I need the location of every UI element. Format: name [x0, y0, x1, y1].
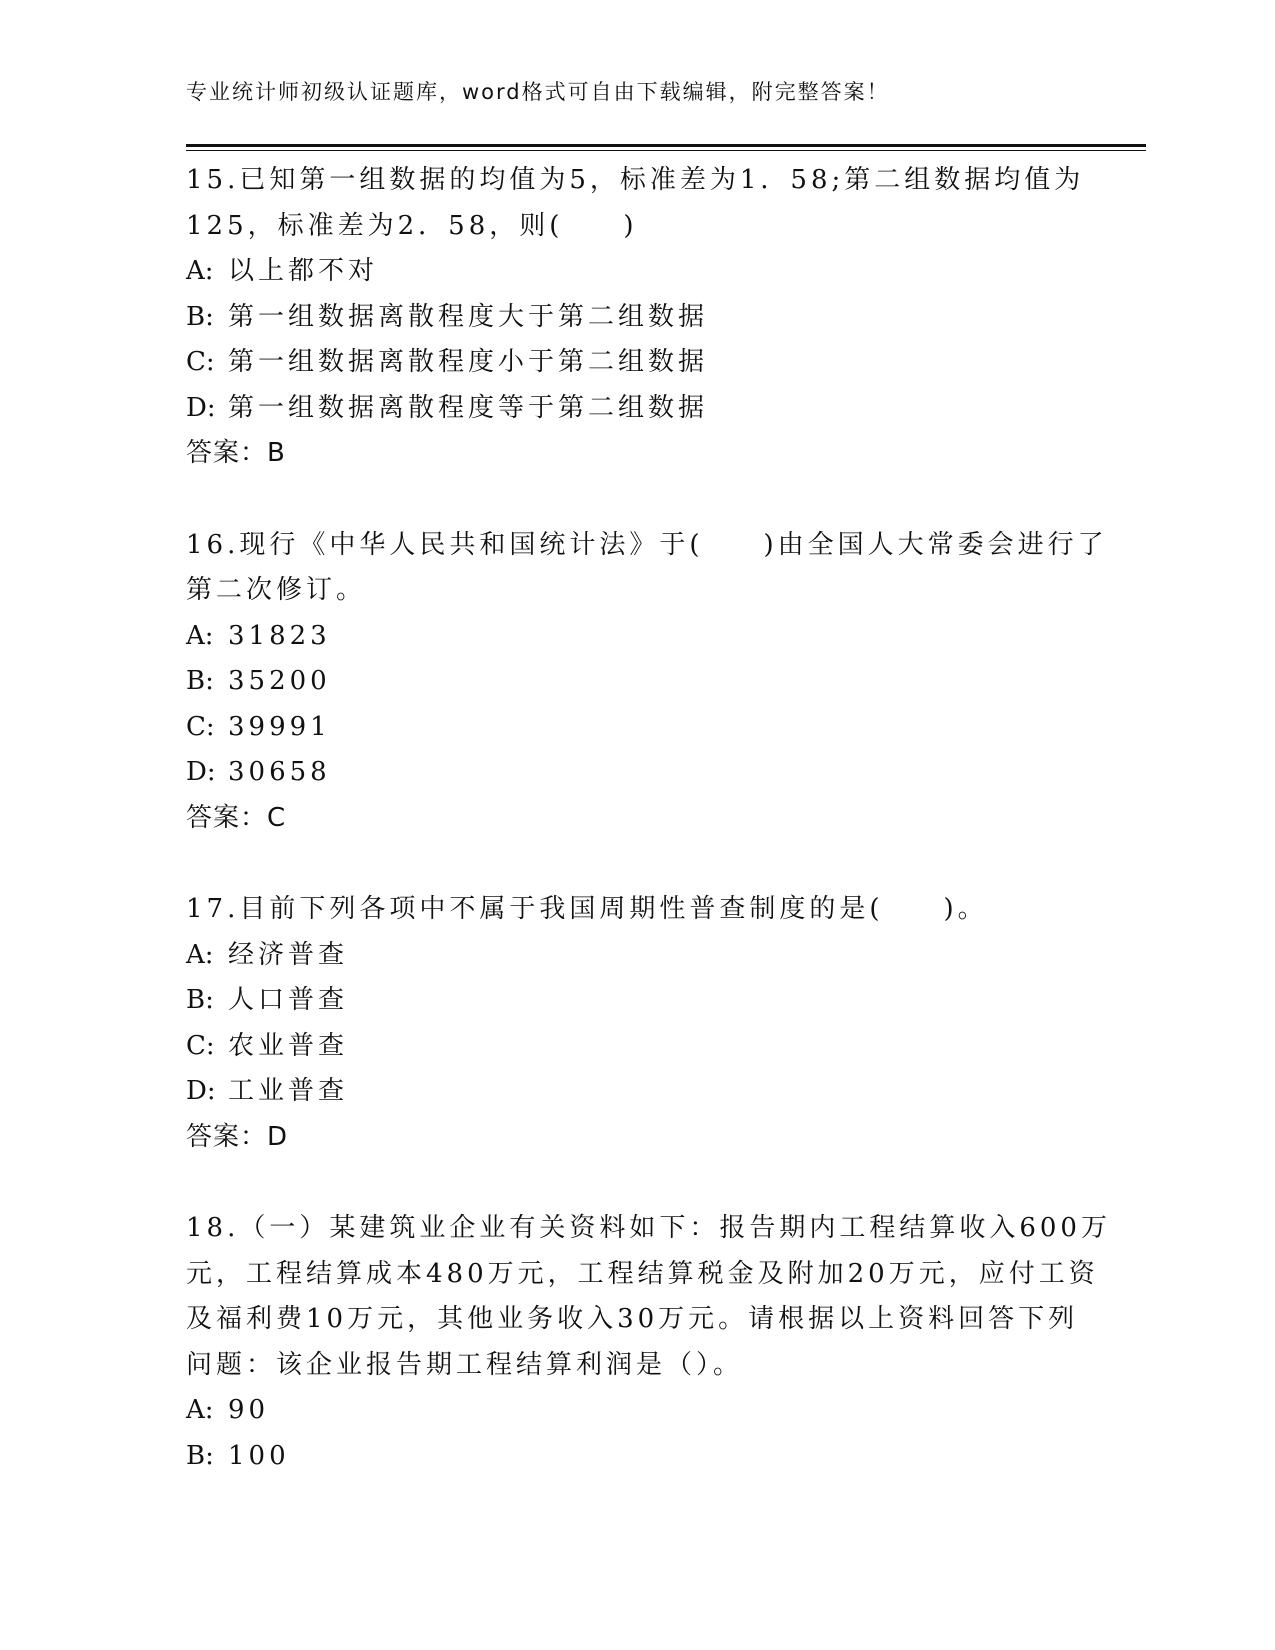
question-stem-line: 问题：该企业报告期工程结算利润是（）。 [186, 1349, 744, 1380]
header-divider-thick [186, 144, 1146, 147]
header-divider-thin [186, 150, 1146, 151]
option-a [186, 614, 1086, 660]
option-text: 人口普查 [228, 985, 349, 1015]
option-text: 第一组数据离散程度等于第二组数据 [228, 392, 709, 423]
option-b [186, 1434, 1086, 1480]
option-text: 第一组数据离散程度小于第二组数据 [228, 347, 709, 377]
option-c [186, 705, 1086, 751]
option-text: 31823 [228, 620, 331, 651]
option-a [186, 933, 1086, 979]
answer-text: 答案：D [186, 1121, 289, 1152]
option-text: 100 [228, 1440, 290, 1471]
question-18 [186, 1206, 1111, 1479]
option-b [186, 659, 1086, 705]
page-header: 专业统计师初级认证题库，word格式可自由下载编辑，附完整答案！ [186, 80, 890, 104]
option-text: 30658 [228, 757, 331, 787]
question-stem-line: 元，工程结算成本480万元，工程结算税金及附加20万元，应付工资 [186, 1258, 1099, 1289]
option-text: 农业普查 [228, 1030, 349, 1061]
question-stem-line: 第二次修订。 [186, 575, 367, 605]
option-c [186, 1024, 1086, 1070]
option-label: A: [186, 1395, 214, 1425]
question-stem-line: 16.现行《中华人民共和国统计法》于( )由全国人大常委会进行了 [186, 529, 1108, 560]
option-text: 工业普查 [228, 1076, 349, 1106]
question-stem-line: 18.（一）某建筑业企业有关资料如下：报告期内工程结算收入600万 [186, 1213, 1111, 1243]
option-d [186, 750, 1086, 796]
option-b [186, 978, 1086, 1024]
option-d [186, 1069, 1086, 1115]
option-label: B: [186, 985, 214, 1015]
option-label: B: [186, 301, 214, 332]
question-stem-line: 及福利费10万元，其他业务收入30万元。请根据以上资料回答下列 [186, 1304, 1079, 1334]
answer-text: 答案：C [186, 802, 287, 833]
option-label: C: [186, 711, 215, 742]
answer-text: 答案：B [186, 438, 286, 468]
option-label: A: [186, 620, 214, 651]
option-text: 39991 [228, 711, 331, 742]
question-15 [186, 158, 1086, 477]
option-label: C: [186, 1030, 215, 1061]
option-label: A: [186, 256, 214, 286]
option-a [186, 1388, 1086, 1434]
option-b [186, 295, 1086, 341]
question-list [186, 158, 1111, 1525]
question-17 [186, 887, 1086, 1160]
option-label: A: [186, 939, 214, 970]
option-c [186, 340, 1086, 386]
option-a [186, 249, 1086, 295]
option-label: D: [186, 1076, 216, 1106]
question-16 [186, 523, 1108, 842]
option-label: C: [186, 347, 215, 377]
option-label: B: [186, 666, 214, 696]
option-label: D: [186, 392, 216, 423]
option-d [186, 386, 1086, 432]
question-stem-line: 15.已知第一组数据的均值为5，标准差为1．58;第二组数据均值为 [186, 165, 1085, 195]
question-stem-line: 125，标准差为2．58，则( ) [186, 210, 638, 241]
question-stem-line: 17.目前下列各项中不属于我国周期性普查制度的是( )。 [186, 894, 988, 924]
option-text: 经济普查 [228, 939, 349, 970]
option-text: 第一组数据离散程度大于第二组数据 [228, 301, 709, 332]
option-text: 35200 [228, 666, 331, 696]
option-text: 90 [228, 1395, 270, 1425]
option-text: 以上都不对 [228, 256, 379, 286]
option-label: D: [186, 757, 216, 787]
option-label: B: [186, 1440, 214, 1471]
